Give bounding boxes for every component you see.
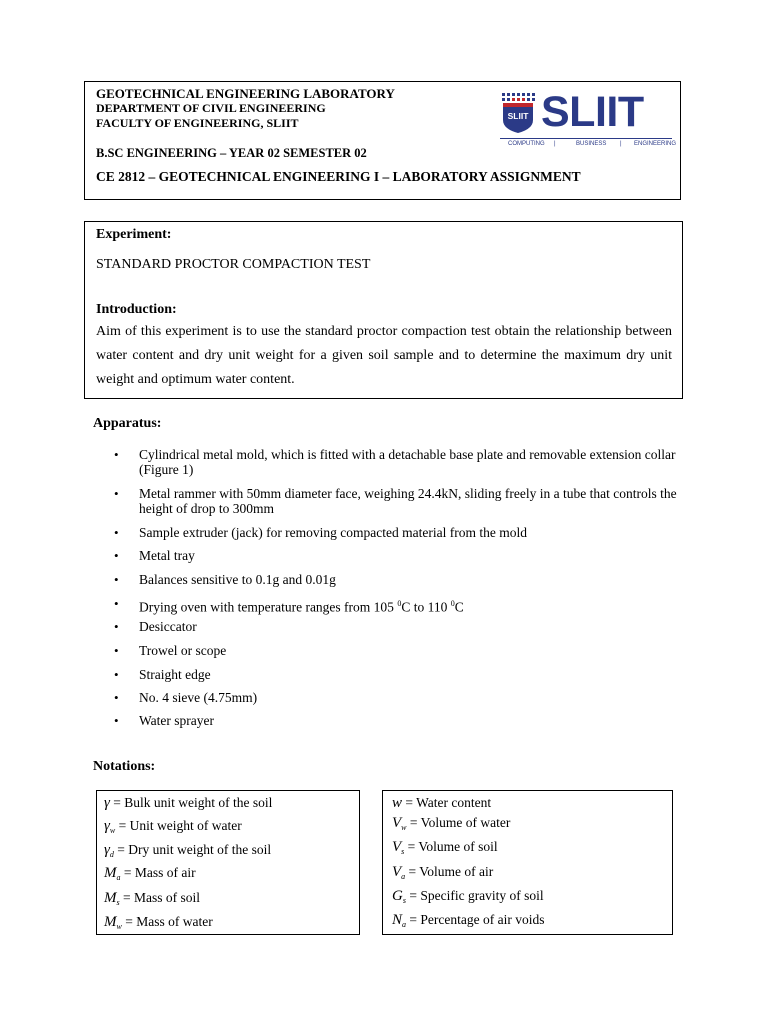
logo-text: SLIIT bbox=[541, 88, 644, 136]
intro-line: Aim of this experiment is to use the standard proctor compaction test obtain the relationship between bbox=[96, 324, 672, 339]
notation-item: $V_s$ = Volume of soil bbox=[392, 839, 498, 856]
intro-line: water content and dry unit weight for a given soil sample and to determine the maximum dry unit bbox=[96, 348, 672, 363]
apparatus-item: Balances sensitive to 0.1g and 0.01g bbox=[139, 572, 336, 587]
logo-tagline bbox=[508, 141, 676, 147]
bullet-icon: • bbox=[114, 690, 119, 705]
apparatus-item: Water sprayer bbox=[139, 713, 214, 728]
apparatus-item: Metal tray bbox=[139, 548, 195, 563]
notation-item: $\gamma_w$ = Unit weight of water bbox=[104, 818, 242, 835]
tagline-engineering: ENGINEERING bbox=[634, 141, 677, 147]
notation-item: $G_s$ = Specific gravity of soil bbox=[392, 888, 544, 905]
faculty-name: FACULTY OF ENGINEERING, SLIIT bbox=[96, 116, 299, 130]
bullet-icon: • bbox=[114, 572, 119, 587]
bullet-icon: • bbox=[114, 643, 119, 658]
bullet-icon: • bbox=[114, 548, 119, 563]
sliit-crest-icon bbox=[500, 92, 536, 134]
notation-item: $N_a$ = Percentage of air voids bbox=[392, 912, 545, 929]
bullet-icon: • bbox=[114, 596, 119, 611]
tagline-sep-2: | bbox=[620, 141, 622, 147]
notation-item: $V_a$ = Volume of air bbox=[392, 864, 494, 881]
apparatus-item: Sample extruder (jack) for removing compacted material from the mold bbox=[139, 525, 527, 540]
notation-item: w = Water content bbox=[392, 795, 492, 811]
bullet-icon: • bbox=[114, 667, 119, 682]
tagline-computing: COMPUTING bbox=[508, 141, 545, 147]
bullet-icon: • bbox=[114, 619, 119, 634]
lab-title: GEOTECHNICAL ENGINEERING LABORATORY bbox=[96, 86, 395, 101]
apparatus-item: No. 4 sieve (4.75mm) bbox=[139, 690, 258, 705]
bullet-icon: • bbox=[114, 486, 119, 501]
notation-item: $\gamma_d$ = Dry unit weight of the soil bbox=[104, 842, 272, 859]
tagline-sep-1: | bbox=[554, 141, 556, 147]
bullet-icon: • bbox=[114, 525, 119, 540]
bullet-icon: • bbox=[114, 447, 119, 462]
notation-item: $M_s$ = Mass of soil bbox=[104, 890, 200, 907]
intro-line: weight and optimum water content. bbox=[96, 372, 295, 387]
experiment-title: STANDARD PROCTOR COMPACTION TEST bbox=[96, 257, 371, 272]
notation-item: γ = Bulk unit weight of the soil bbox=[104, 795, 273, 811]
apparatus-item: Trowel or scope bbox=[139, 643, 227, 658]
notations-label: Notations: bbox=[93, 759, 156, 774]
department-name: DEPARTMENT OF CIVIL ENGINEERING bbox=[96, 101, 326, 115]
apparatus-label: Apparatus: bbox=[93, 416, 162, 431]
bullet-icon: • bbox=[114, 713, 119, 728]
notation-item: $M_w$ = Mass of water bbox=[104, 914, 213, 931]
introduction-label: Introduction: bbox=[96, 302, 177, 317]
apparatus-item: Straight edge bbox=[139, 667, 211, 682]
crest-text: SLIIT bbox=[507, 111, 529, 121]
course-title: CE 2812 – GEOTECHNICAL ENGINEERING I – LABORATORY ASSIGNMENT bbox=[96, 169, 581, 184]
experiment-label: Experiment: bbox=[96, 227, 172, 242]
notation-item: $V_w$ = Volume of water bbox=[392, 815, 511, 832]
apparatus-item: Cylindrical metal mold, which is fitted with a detachable base plate and removable extension collar (Figure 1) bbox=[139, 447, 676, 477]
apparatus-item: Metal rammer with 50mm diameter face, weighing 24.4kN, sliding freely in a tube that controls the height of drop to 300mm bbox=[139, 486, 677, 516]
logo-divider bbox=[500, 138, 672, 139]
program-year: B.SC ENGINEERING – YEAR 02 SEMESTER 02 bbox=[96, 146, 367, 160]
tagline-business: BUSINESS bbox=[576, 141, 607, 147]
apparatus-item: Desiccator bbox=[139, 619, 197, 634]
sliit-logo bbox=[500, 88, 677, 150]
apparatus-item-oven: Drying oven with temperature ranges from 105 $^0$C to 110 $^0$C bbox=[139, 599, 464, 615]
notation-item: $M_a$ = Mass of air bbox=[104, 865, 196, 882]
